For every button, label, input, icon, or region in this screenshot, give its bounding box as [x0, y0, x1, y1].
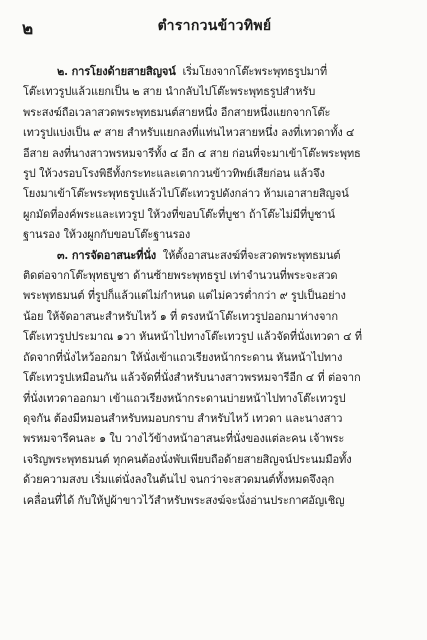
text-run: เริ่มโยงจากโต๊ะพระพุทธรูปมาที่ — [182, 65, 328, 78]
text-line: น้อย ให้จัดอาสนะสำหรับไหว้ ๑ ที่ ตรงหน้าโต๊ะเทวรูปออกมาห่างจาก — [23, 309, 338, 323]
page-number: ๒ — [22, 19, 35, 39]
text-line: อีสาย ลงที่นางสาวพรหมจารีทั้ง ๔ อีก ๔ สาย ก่อนที่จะมาเข้าโต๊ะพระพุทธ — [23, 146, 361, 160]
text-line: ดุจกัน ต้องมีหมอนสำหรับหมอบกราบ สำหรับไหว้ เทวดา และนางสาว — [23, 411, 343, 425]
text-line: โยงมาเข้าโต๊ะพระพุทธรูปแล้วไปโต๊ะเทวรูปดังกล่าว ห้ามเอาสายสิญจน์ — [23, 187, 349, 201]
section-heading: ๒. การโยงด้ายสายสิญจน์ — [57, 65, 176, 78]
running-title: ตำรากวนข้าวทิพย์ — [157, 18, 272, 34]
section-paragraph — [23, 246, 405, 511]
section-paragraph — [23, 62, 405, 246]
text-line: โต๊ะเทวรูปประมาณ ๑วา หันหน้าไปทางโต๊ะเทวรูป แล้วจัดที่นั่งเทวดา ๔ ที่ — [23, 330, 362, 344]
text-line: โต๊ะเทวรูปแล้วแยกเป็น ๒ สาย นำกลับไปโต๊ะพระพุทธรูปสำหรับ — [23, 85, 316, 99]
text-line: รูป ให้วงรอบโรงพิธีทั้งกระทะและเตากวนข้าวทิพย์เสียก่อน แล้วจึง — [23, 167, 325, 181]
text-line — [23, 246, 405, 266]
text-line: ติดต่อจากโต๊ะพุทธบูชา ด้านซ้ายพระพุทธรูป เท่าจำนวนที่พระจะสวด — [23, 269, 338, 283]
text-line: ฐานรอง ให้วงผูกกับขอบโต๊ะฐานรอง — [23, 228, 191, 242]
text-line: พระสงฆ์ถือเวลาสวดพระพุทธมนต์สายหนึ่ง อีกสายหนึ่งแยกจากโต๊ะ — [23, 105, 331, 119]
text-line: ถัดจากที่นั่งไหว้ออกมา ให้นั่งเข้าแถวเรียงหน้ากระดาน หันหน้าไปทาง — [23, 350, 343, 364]
body-text — [23, 62, 405, 511]
text-line: เทวรูปแบ่งเป็น ๙ สาย สำหรับแยกลงที่แท่นไหวสายหนึ่ง ลงที่เทวดาทั้ง ๔ — [23, 126, 355, 140]
text-line: โต๊ะเทวรูปเหมือนกัน แล้วจัดที่นั่งสำหรับนางสาวพรหมจารีอีก ๔ ที่ ต่อจาก — [23, 371, 361, 385]
text-line: ผูกมัดที่องค์พระและเทวรูป ให้วงที่ขอบโต๊ะที่บูชา ถ้าโต๊ะไม่มีที่บูชาน์ — [23, 207, 335, 221]
text-line: ด้วยความสงบ เริ่มแต่นั่งลงในต้นไป จนกว่าจะสวดมนต์ทั้งหมดจึงลุก — [23, 473, 335, 487]
text-line: พรหมจารีคนละ ๑ ใบ วางไว้ข้างหน้าอาสนะที่นั่งของแต่ละคน เจ้าพระ — [23, 432, 345, 446]
section-heading: ๓. การจัดอาสนะที่นั่ง — [57, 248, 157, 262]
text-line: ที่นั่งเทวดาออกมา เข้าแถวเรียงหน้ากระดานบ่ายหน้าไปทางโต๊ะเทวรูป — [23, 391, 346, 405]
text-line: เคลื่อนที่ได้ กับให้ปูผ้าขาวไว้สำหรับพระสงฆ์จะนั่งอ่านประกาศอัญเชิญ — [23, 493, 345, 507]
text-line — [23, 62, 405, 82]
text-line: พระพุทธมนต์ ที่รูปก็แล้วแต่ไม่กำหนด แต่ไม่ควรต่ำกว่า ๙ รูปเป็นอย่าง — [23, 289, 346, 303]
text-run: ให้ตั้งอาสนะสงฆ์ที่จะสวดพระพุทธมนต์ — [162, 248, 341, 262]
text-line: เจริญพระพุทธมนต์ ทุกคนต้องนั่งพับเพียบถือด้ายสายสิญจน์ประนมมือทั้ง — [23, 452, 352, 466]
page-header — [22, 13, 407, 39]
